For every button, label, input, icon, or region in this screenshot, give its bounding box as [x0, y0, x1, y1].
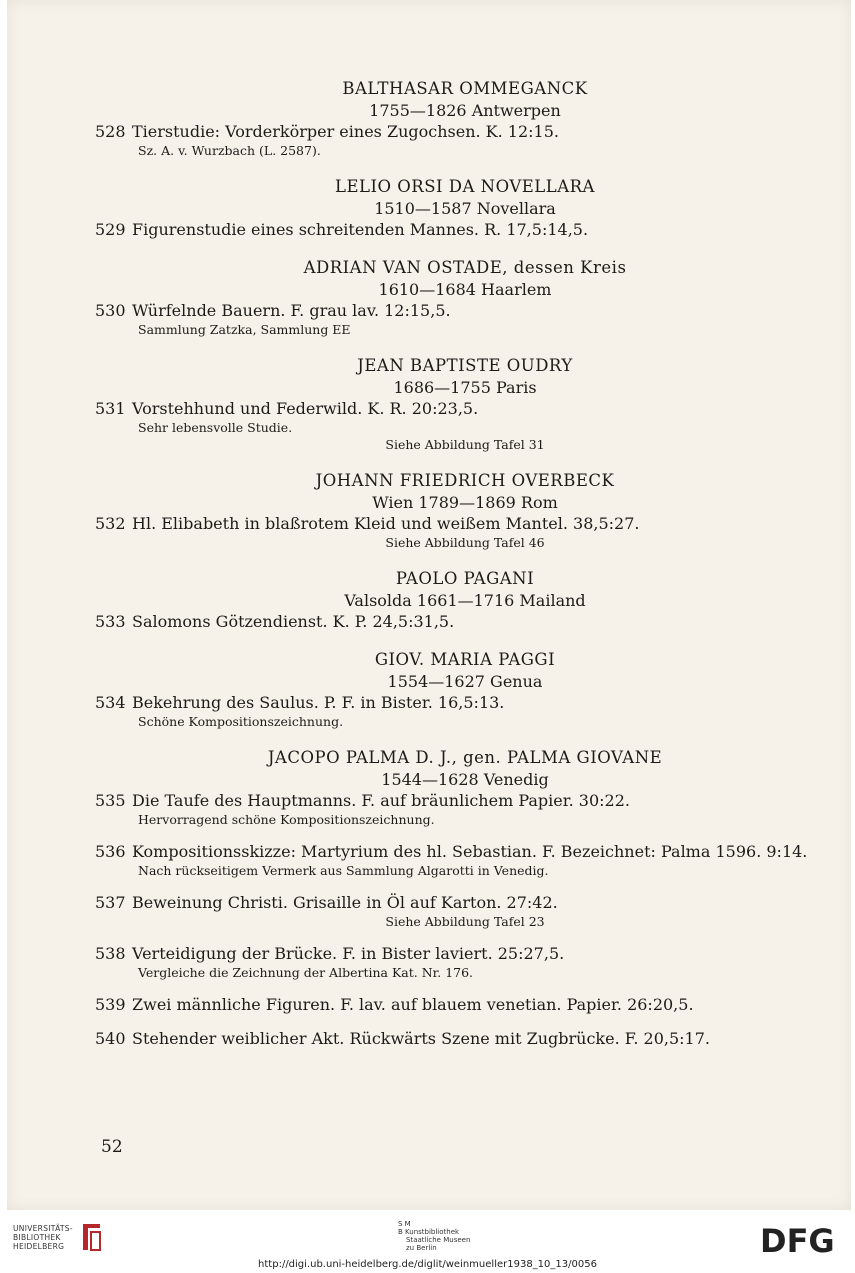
entry-number: 534	[95, 693, 126, 712]
entry-text: Vorstehhund und Federwild. K. R. 20:23,5.	[132, 399, 479, 418]
dfg-text: DFG	[760, 1224, 835, 1256]
catalog-entry	[95, 219, 835, 240]
entry-text: Stehender weiblicher Akt. Rückwärts Szene mit Zugbrücke. F. 20,5:17.	[132, 1029, 710, 1048]
entry-text: Verteidigung der Brücke. F. in Bister laviert. 25:27,5.	[132, 944, 565, 963]
catalog-entry	[95, 692, 835, 713]
catalog-entry	[95, 513, 835, 534]
smb-line: S M	[398, 1220, 411, 1228]
entry-number: 539	[95, 995, 126, 1014]
catalog-entry	[95, 841, 835, 862]
scanned-page	[7, 0, 851, 1210]
entry-number: 535	[95, 791, 126, 810]
artist-name: BALTHASAR OMMEGANCK	[342, 79, 588, 98]
artist-dates: 1686—1755 Paris	[393, 378, 537, 397]
entry-number: 538	[95, 944, 126, 963]
university-line: BIBLIOTHEK	[13, 1233, 61, 1242]
entry-note: Nach rückseitigem Vermerk aus Sammlung Algarotti in Venedig.	[138, 863, 549, 878]
entry-note: Hervorragend schöne Kompositionszeichnung.	[138, 812, 435, 827]
artist-dates: 1510—1587 Novellara	[374, 199, 556, 218]
entry-note: Vergleiche die Zeichnung der Albertina Kat. Nr. 176.	[138, 965, 474, 980]
catalog-entry	[95, 892, 835, 913]
entry-number: 537	[95, 893, 126, 912]
entry-number: 540	[95, 1029, 126, 1048]
entry-text: Zwei männliche Figuren. F. lav. auf blauem venetian. Papier. 26:20,5.	[132, 995, 694, 1014]
entry-number: 528	[95, 122, 126, 141]
catalog-entry	[95, 611, 835, 632]
catalog-entry	[95, 300, 835, 321]
artist-name: PAOLO PAGANI	[395, 569, 535, 588]
artist-dates: 1554—1627 Genua	[387, 672, 543, 691]
entry-number: 529	[95, 220, 126, 239]
university-logo-text[interactable]	[13, 1224, 73, 1251]
footer	[0, 1214, 855, 1273]
artist-dates: 1544—1628 Venedig	[381, 770, 549, 789]
artist-name: GIOV. MARIA PAGGI	[374, 650, 556, 669]
entry-number: 536	[95, 842, 126, 861]
entry-note: Sz. A. v. Wurzbach (L. 2587).	[138, 143, 321, 158]
smb-line: Staatliche Museen	[406, 1236, 471, 1244]
plate-reference: Siehe Abbildung Tafel 46	[385, 535, 545, 550]
university-logo-icon	[80, 1220, 104, 1254]
entry-text: Tierstudie: Vorderkörper eines Zugochsen. K. 12:15.	[132, 122, 559, 141]
plate-reference: Siehe Abbildung Tafel 31	[385, 437, 545, 452]
entry-number: 533	[95, 612, 126, 631]
smb-line: B Kunstbibliothek	[398, 1228, 460, 1236]
artist-dates: Wien 1789—1869 Rom	[372, 493, 558, 512]
artist-dates: Valsolda 1661—1716 Mailand	[344, 591, 586, 610]
dfg-logo[interactable]	[760, 1224, 842, 1260]
catalog-entry	[95, 943, 835, 964]
university-line: HEIDELBERG	[13, 1242, 65, 1251]
artist-dates: 1755—1826 Antwerpen	[369, 101, 561, 120]
university-line: UNIVERSITÄTS-	[13, 1224, 73, 1233]
entry-text: Bekehrung des Saulus. P. F. in Bister. 16,5:13.	[132, 693, 505, 712]
page-number: 52	[101, 1137, 123, 1157]
entry-text: Beweinung Christi. Grisaille in Öl auf Karton. 27:42.	[132, 893, 558, 912]
catalog-entry	[95, 994, 835, 1015]
entry-number: 532	[95, 514, 126, 533]
entry-text: Hl. Elibabeth in blaßrotem Kleid und weißem Mantel. 38,5:27.	[132, 514, 640, 533]
artist-name: LELIO ORSI DA NOVELLARA	[335, 177, 595, 196]
smb-line: zu Berlin	[406, 1244, 437, 1252]
catalog-entry	[95, 121, 835, 142]
source-url[interactable]: http://digi.ub.uni-heidelberg.de/diglit/weinmueller1938_10_13/0056	[258, 1259, 597, 1270]
entry-number: 530	[95, 301, 126, 320]
entry-text: Figurenstudie eines schreitenden Mannes. R. 17,5:14,5.	[132, 220, 589, 239]
catalog-entry	[95, 398, 835, 419]
catalog-entry	[95, 1028, 835, 1049]
entry-number: 531	[95, 399, 126, 418]
artist-name: JEAN BAPTISTE OUDRY	[357, 356, 573, 375]
catalog-content	[95, 70, 835, 1049]
artist-name: JACOPO PALMA D. J., gen. PALMA GIOVANE	[267, 748, 663, 767]
artist-name: JOHANN FRIEDRICH OVERBECK	[315, 471, 615, 490]
entry-note: Schöne Kompositionszeichnung.	[138, 714, 344, 729]
entry-text: Kompositionsskizze: Martyrium des hl. Sebastian. F. Bezeichnet: Palma 1596. 9:14.	[132, 842, 808, 861]
entry-note: Sammlung Zatzka, Sammlung EE	[138, 322, 351, 337]
plate-reference: Siehe Abbildung Tafel 23	[385, 914, 545, 929]
entry-text: Salomons Götzendienst. K. P. 24,5:31,5.	[132, 612, 455, 631]
catalog-entry	[95, 790, 835, 811]
artist-dates: 1610—1684 Haarlem	[378, 280, 552, 299]
smb-logo	[398, 1220, 470, 1252]
artist-name: ADRIAN VAN OSTADE, dessen Kreis	[303, 258, 627, 277]
entry-text: Würfelnde Bauern. F. grau lav. 12:15,5.	[132, 301, 451, 320]
entry-note: Sehr lebensvolle Studie.	[138, 420, 293, 435]
entry-text: Die Taufe des Hauptmanns. F. auf bräunlichem Papier. 30:22.	[132, 791, 630, 810]
dfg-logo-icon	[760, 1224, 842, 1256]
